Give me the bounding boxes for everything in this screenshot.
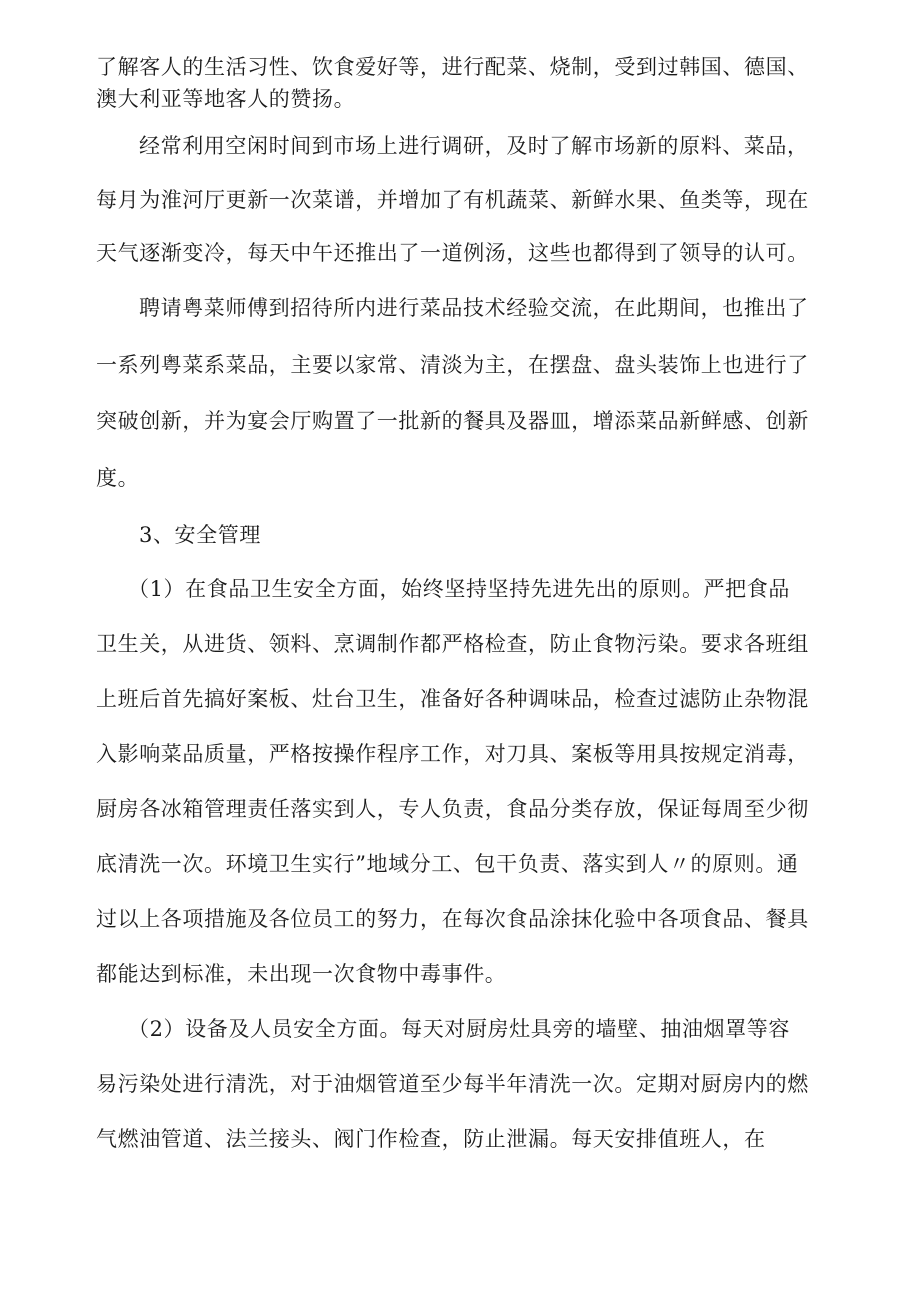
paragraph-4-line-6: 底清洗一次。环境卫生实行”地域分工、包干负责、落实到人〃的原则。通 <box>96 852 799 876</box>
paragraph-4-line-7: 过以上各项措施及各位员工的努力，在每次食品涂抹化验中各项食品、餐具 <box>96 907 809 931</box>
section-heading: 3、安全管理 <box>139 523 261 547</box>
paragraph-3-line-2: 一系列粤菜系菜品，主要以家常、清淡为主，在摆盘、盘头装饰上也进行了 <box>96 353 809 377</box>
paragraph-3-line-1: 聘请粤菜师傅到招待所内进行菜品技术经验交流，在此期间，也推出了 <box>139 296 809 320</box>
paragraph-5-line-2: 易污染处进行清洗，对于油烟管道至少每半年清洗一次。定期对厨房内的燃 <box>96 1072 809 1096</box>
paragraph-4-line-2: 卫生关，从进货、领料、烹调制作都严格检查，防止食物污染。要求各班组 <box>96 632 809 656</box>
paragraph-1-line-1: 了解客人的生活习性、饮食爱好等，进行配菜、烧制，受到过韩国、德国、 <box>96 55 809 79</box>
paragraph-4-line-3: 上班后首先搞好案板、灶台卫生，准备好各种调味品，检查过滤防止杂物混 <box>96 687 809 711</box>
paragraph-2-line-2: 每月为淮河厅更新一次菜谱，并增加了有机蔬菜、新鲜水果、鱼类等，现在 <box>96 188 809 212</box>
paragraph-1-line-2: 澳大利亚等地客人的赞扬。 <box>96 87 356 111</box>
paragraph-2-line-1: 经常利用空闲时间到市场上进行调研，及时了解市场新的原料、菜品， <box>139 134 809 158</box>
paragraph-5-line-3: 气燃油管道、法兰接头、阀门作检查，防止泄漏。每天安排值班人，在 <box>96 1127 766 1151</box>
paragraph-3-line-3: 突破创新，并为宴会厅购置了一批新的餐具及器皿，增添菜品新鲜感、创新 <box>96 409 809 433</box>
paragraph-3-line-4: 度。 <box>96 466 140 490</box>
paragraph-5-line-1: （2）设备及人员安全方面。每天对厨房灶具旁的墙壁、抽油烟罩等容 <box>128 1017 790 1041</box>
paragraph-4-line-1: （1）在食品卫生安全方面，始终坚持坚持先进先出的原则。严把食品 <box>128 577 790 601</box>
paragraph-2-line-3: 天气逐渐变冷，每天中午还推出了一道例汤，这些也都得到了领导的认可。 <box>96 241 809 265</box>
paragraph-4-line-8: 都能达到标准，未出现一次食物中毒事件。 <box>96 962 507 986</box>
paragraph-4-line-5: 厨房各冰箱管理责任落实到人，专人负责，食品分类存放，保证每周至少彻 <box>96 797 809 821</box>
paragraph-4-line-4: 入影响菜品质量，严格按操作程序工作，对刀具、案板等用具按规定消毒， <box>96 742 809 766</box>
